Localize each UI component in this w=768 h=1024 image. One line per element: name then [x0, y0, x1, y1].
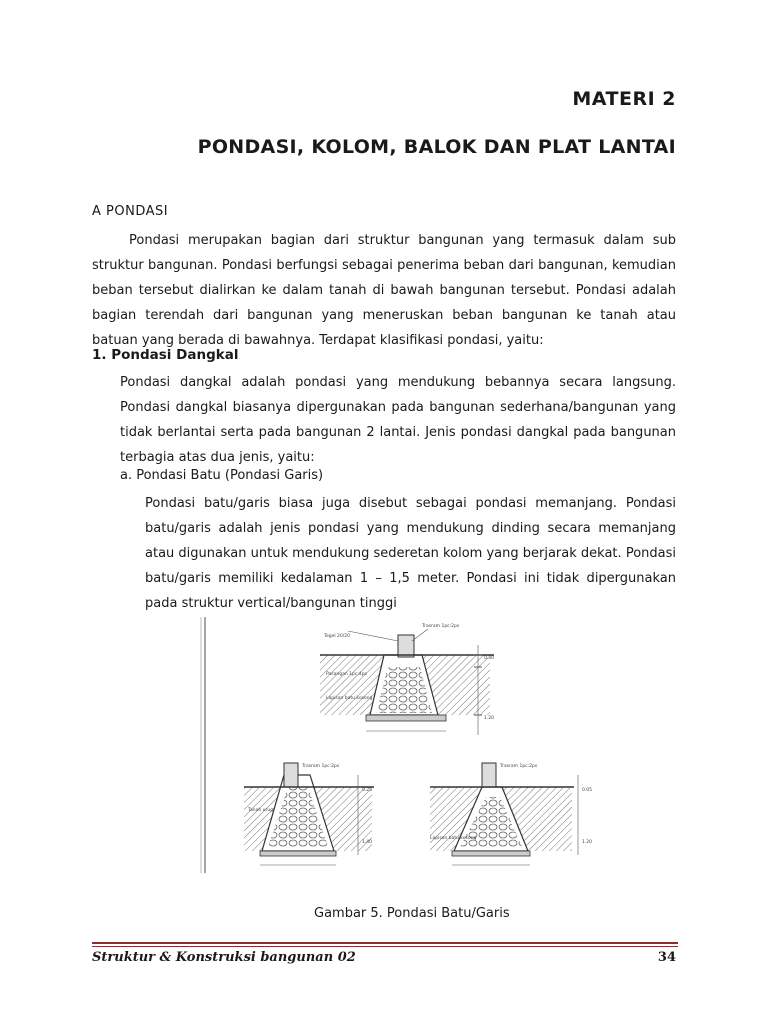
- subsection-heading: 1. Pondasi Dangkal: [92, 347, 239, 363]
- footer-course-title: Struktur & Konstruksi bangunan 02: [92, 950, 356, 965]
- page-number: 34: [657, 950, 676, 965]
- figure-caption: Gambar 5. Pondasi Batu/Garis: [314, 906, 510, 921]
- section-heading: A PONDASI: [92, 204, 169, 219]
- foundation-drawing: [198, 615, 618, 877]
- bl-dim-1: 0.25: [362, 788, 373, 793]
- br-dim-1: 0.05: [582, 788, 593, 793]
- sub-item-heading: a. Pondasi Batu (Pondasi Garis): [120, 468, 324, 483]
- footer-rule-thick: [92, 942, 678, 944]
- stone-foundation-paragraph: Pondasi batu/garis biasa juga disebut sebagai pondasi memanjang. Pondasi batu/garis adalah jenis pondasi yang mendukung dinding secara memanjang atau digunakan untuk mendukung sederetan kolom yang berjarak dekat. Pondasi batu/garis memiliki kedalaman 1 – 1,5 meter. Pondasi ini tidak dipergunakan pada struktur vertical/bangunan tinggi: [145, 496, 676, 611]
- intro-text: Pondasi merupakan bagian dari struktur bangunan yang termasuk dalam sub struktur bangunan. Pondasi berfungsi sebagai penerima beban dari bangunan, kemudian beban tersebut dialirkan ke dalam tanah di bawah bangunan tersebut. Pondasi adalah bagian terendah dari bangunan yang meneruskan beban bangunan ke tanah atau batuan yang berada di bawahnya. Terdapat klasifikasi pondasi, yaitu:: [92, 233, 676, 348]
- top-dim-2: 1.20: [484, 716, 495, 721]
- top-label-4: Lapisan batu kosong: [326, 696, 373, 701]
- br-dim-2: 1.20: [582, 840, 593, 845]
- shallow-foundation-paragraph: Pondasi dangkal adalah pondasi yang mendukung bebannya secara langsung. Pondasi dangkal biasanya dipergunakan pada bangunan sederhana/bangunan yang tidak berlantai serta pada bangunan 2 lantai. Jenis pondasi dangkal pada bangunan terbagia atas dua jenis, yaitu:: [120, 375, 676, 465]
- top-label-1: Tegel 20/20: [324, 634, 351, 639]
- bottom-left-foundation-detail: [244, 763, 374, 865]
- bl-label-2: Tanah urug: [248, 808, 274, 813]
- intro-paragraph: [92, 228, 676, 353]
- bl-label-1: Trasram 1pc:2ps: [302, 764, 340, 769]
- bottom-right-foundation-detail: [430, 763, 578, 865]
- footer-rule-thin: [92, 946, 678, 947]
- bl-dim-2: 1.40: [362, 840, 373, 845]
- top-label-2: Trasram 1pc:2ps: [422, 624, 460, 629]
- top-label-3: Pasangan 1pc:4ps: [326, 672, 367, 677]
- br-label-2: Lapisan batu kosong: [430, 836, 477, 841]
- foundation-figure: [198, 615, 618, 877]
- chapter-title: PONDASI, KOLOM, BALOK DAN PLAT LANTAI: [197, 136, 676, 158]
- top-dim-1: 0.30: [484, 656, 495, 661]
- chapter-label: MATERI 2: [572, 88, 676, 110]
- br-label-1: Trasram 1pc:2ps: [500, 764, 538, 769]
- top-foundation-detail: [320, 629, 494, 735]
